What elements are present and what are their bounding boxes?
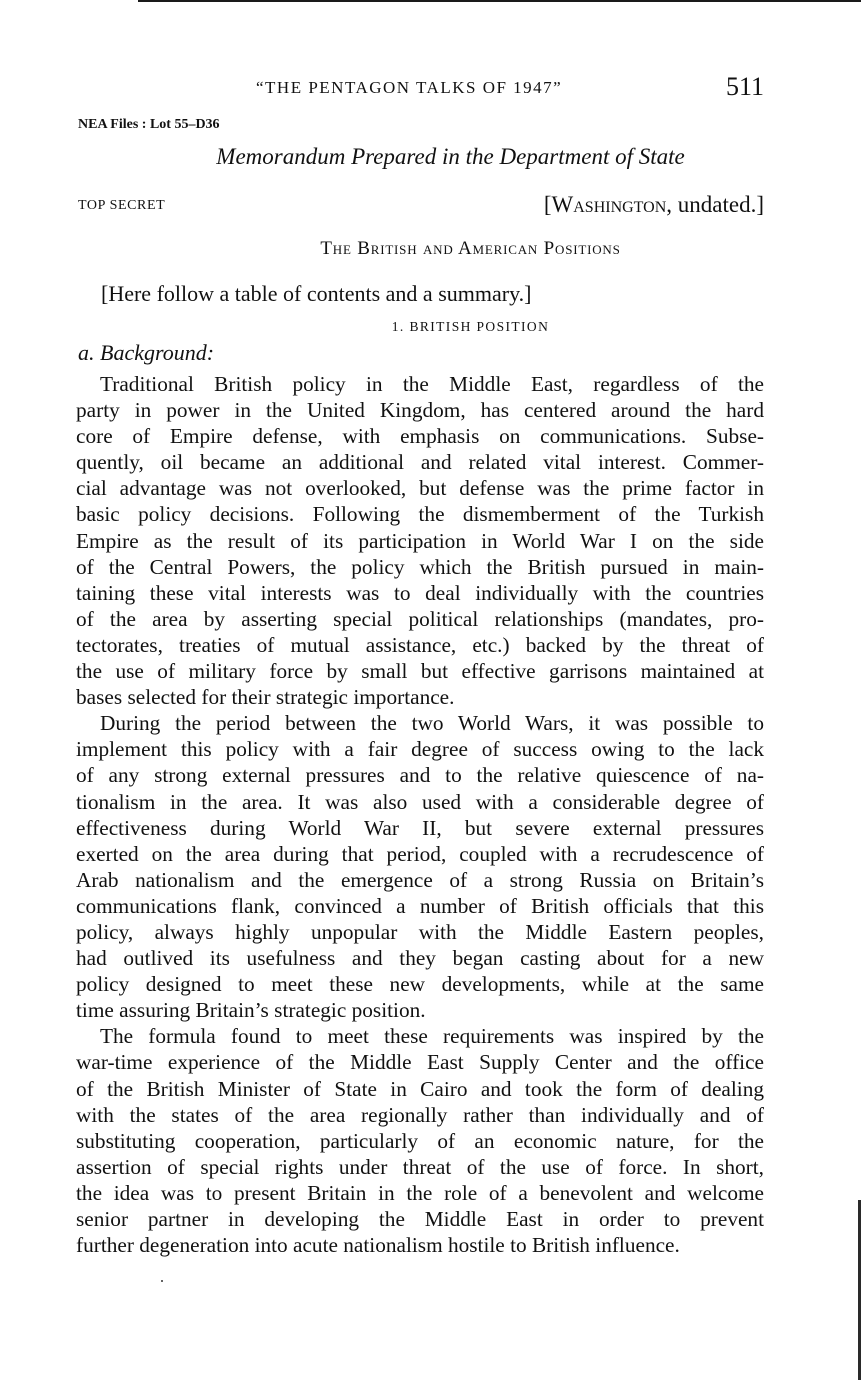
body-text: [76, 371, 764, 1258]
text-line: of any strong external pressures and to the relative quiescence of na-: [76, 763, 764, 788]
text-line: bases selected for their strategic importance.: [76, 685, 455, 710]
text-line: cial advantage was not overlooked, but defense was the prime factor in: [76, 476, 764, 501]
text-line: Traditional British policy in the Middle East, regardless of the: [100, 372, 764, 396]
text-line: of the British Minister of State in Cairo and took the form of dealing: [76, 1076, 764, 1101]
text-line: effectiveness during World War II, but severe external pressures: [76, 815, 764, 840]
text-line: war-time experience of the Middle East Supply Center and the office: [76, 1050, 764, 1075]
place-date-open-bracket: [: [543, 192, 552, 217]
text-line: tionalism in the area. It was also used with a considerable degree of: [76, 789, 764, 814]
text-line: During the period between the two World Wars, it was possible to: [100, 711, 764, 736]
text-line: senior partner in developing the Middle East in order to prevent: [76, 1207, 764, 1231]
paragraph: [76, 371, 764, 710]
text-line: of the area by asserting special political relationships (mandates, pro-: [76, 606, 764, 631]
text-line: exerted on the area during that period, coupled with a recrudescence of: [76, 841, 764, 866]
place-name: Washington: [551, 192, 667, 217]
running-head: [76, 74, 764, 104]
section-title: The British and American Positions: [320, 238, 621, 259]
text-line: quently, oil became an additional and related vital interest. Commer-: [76, 450, 764, 475]
file-reference: NEA Files : Lot 55–D36: [78, 117, 220, 132]
document-title: Memorandum Prepared in the Department of State: [216, 144, 685, 169]
classification-label: TOP SECRET: [78, 198, 166, 213]
text-line: Arab nationalism and the emergence of a strong Russia on Britain’s: [76, 867, 764, 892]
sub-heading-background: a. Background:: [78, 340, 215, 365]
text-line: with the states of the area regionally rather than individually and of: [76, 1102, 764, 1127]
paragraph: [76, 1023, 764, 1258]
paragraph: [76, 710, 764, 1023]
text-line: tectorates, treaties of mutual assistance, etc.) backed by the threat of: [76, 632, 764, 657]
text-line: of the Central Powers, the policy which the British pursued in main-: [76, 554, 764, 579]
subsection-title: 1. BRITISH POSITION: [391, 319, 550, 334]
text-line: policy, always highly unpopular with the Middle Eastern peoples,: [76, 919, 764, 944]
print-speck: [161, 1280, 163, 1282]
text-line: Empire as the result of its participation in World War I on the side: [76, 528, 764, 553]
running-head-title: “THE PENTAGON TALKS OF 1947”: [256, 78, 563, 97]
text-line: assertion of special rights under threat of the use of force. In short,: [76, 1154, 764, 1179]
text-line: the idea was to present Britain in the role of a benevolent and welcome: [76, 1180, 764, 1205]
text-line: the use of military force by small but effective garrisons maintained at: [76, 659, 764, 684]
editorial-note: [Here follow a table of contents and a summary.]: [101, 281, 532, 306]
text-line: policy designed to meet these new developments, while at the same: [76, 972, 764, 997]
text-line: party in power in the United Kingdom, has centered around the hard: [76, 398, 764, 423]
text-line: taining these vital interests was to deal individually with the countries: [76, 580, 764, 605]
text-line: had outlived its usefulness and they began casting about for a new: [76, 946, 764, 971]
text-line: communications flank, convinced a number of British officials that this: [76, 893, 764, 918]
text-line: further degeneration into acute nationalism hostile to British influence.: [76, 1233, 680, 1258]
text-line: core of Empire defense, with emphasis on communications. Subse-: [76, 424, 764, 449]
place-date: [544, 192, 764, 218]
text-line: The formula found to meet these requirements was inspired by the: [100, 1024, 764, 1049]
top-rule: [138, 0, 861, 2]
text-line: basic policy decisions. Following the dismemberment of the Turkish: [76, 502, 764, 527]
date-text: , undated.]: [666, 192, 764, 217]
page-number: 511: [725, 72, 764, 101]
text-line: time assuring Britain’s strategic position.: [76, 998, 426, 1023]
text-line: substituting cooperation, particularly of an economic nature, for the: [76, 1128, 764, 1153]
text-line: implement this policy with a fair degree of success owing to the lack: [76, 737, 764, 762]
